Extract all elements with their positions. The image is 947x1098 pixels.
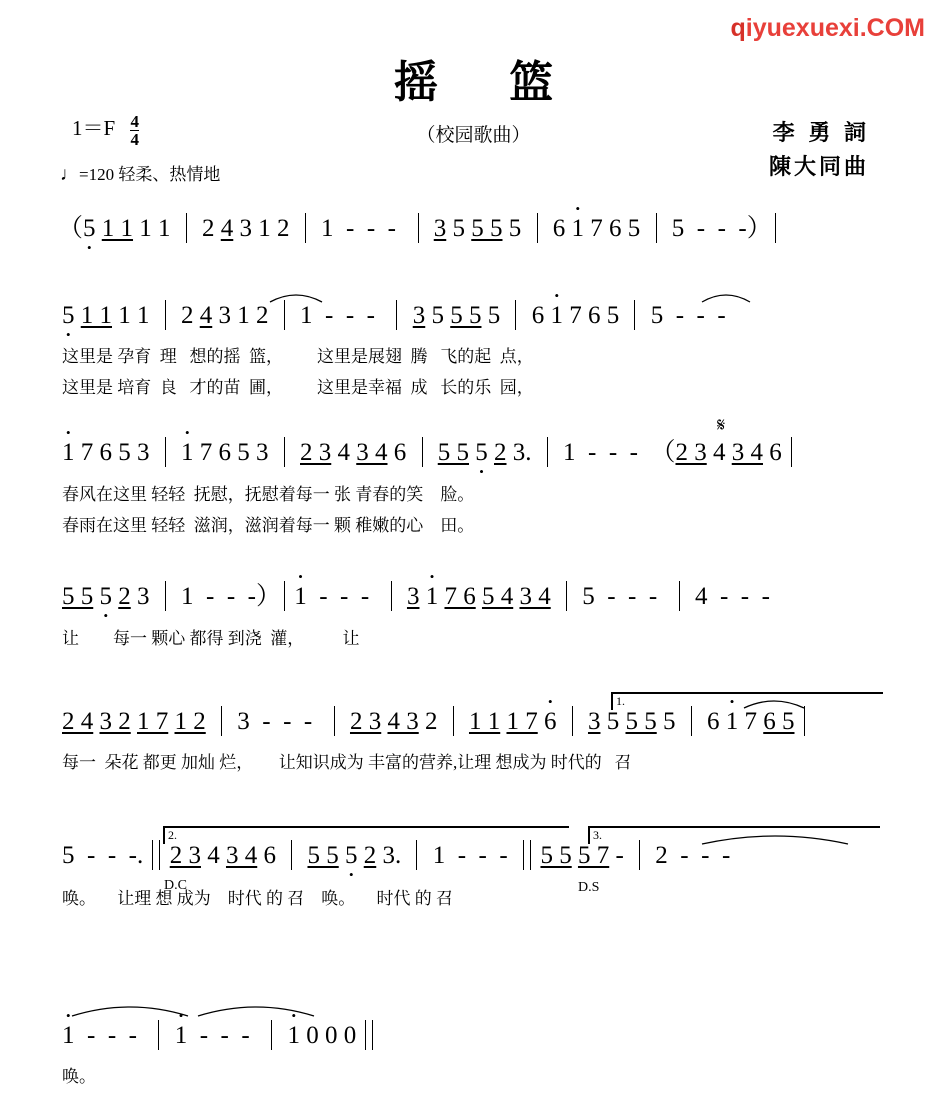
system-4-lyrics: 让 每一 颗心 都得 到浇 灌， 让 [62,629,360,648]
system-5 [0,694,947,773]
segno-icon: 𝄋 [717,414,726,436]
system-7-notes: 1 • - - - 1 • - - - 1 • 0 0 0 [62,1020,947,1050]
volta-1-label: 1. [616,694,625,708]
key-label: 1＝F [72,116,116,140]
watermark-text: iyuexuexi.COM [745,14,925,42]
watermark [730,14,925,43]
slur [742,694,806,710]
system-6-notes: 5 - - -. 2 3 4 3 4 6 5 5 5 • 2 3. 1 - - - 5 5 5 7 - 2 - - - [62,840,947,870]
key-signature [72,112,139,148]
system-2-lyrics-line2: 这里是 培育 良 才的苗 圃， 这里是幸福 成 长的乐 园， [62,378,534,397]
system-4 [0,576,947,649]
slur [700,288,752,304]
system-6 [0,828,947,909]
system-4-notes: 5 5 5 • 2 3 1 - - -） 1 • - - - 3 1 • 7 6 5 4 3 4 5 - - - 4 - - - [62,576,947,612]
system-2 [0,300,947,398]
system-1-notes: （5 • 1 1 1 1 2 4 3 1 2 1 - - - 3 5 5 5 5 6 1 • 7 6 5 5 - - -） [58,208,947,244]
system-5-notes: 2 4 3 2 1 7 1 2 3 - - - 2 3 4 3 2 1 1 1 7 6 • 3 5 5 5 5 6 1 • 7 6 5 [62,706,947,736]
meter-numerator: 4 [130,111,139,131]
system-2-notes: 5 • 1 1 1 1 2 4 3 1 2 1 - - - 3 5 5 5 5 6 1 • 7 6 5 5 - - - [62,300,947,330]
quarter-note-icon: ♩ [60,164,79,185]
dc-marking: D.C [164,878,187,893]
system-3-notes: 1 • 7 6 5 3 1 • 7 6 5 3 2 3 4 3 4 6 5 5 5 • 2 3. 1 - - - （2 3 4 3 4 6 [62,432,947,468]
tempo-text: =120 轻柔、热情地 [79,165,221,184]
system-3-lyrics-line1: 春风在这里 轻轻 抚慰，抚慰着每一 张 青春的笑 脸。 [62,485,475,504]
slur [700,830,850,846]
subtitle: （校园歌曲） [416,125,531,146]
slur [268,288,324,304]
lyricist: 李 勇 詞 [772,120,869,146]
meter-denominator: 4 [130,129,139,149]
volta-3-label: 3. [593,828,602,842]
system-7 [0,1020,947,1087]
watermark-q: q [730,14,746,42]
page-title: 摇 篮 [393,57,582,108]
system-5-lyrics: 每一 朵花 都更 加灿 烂， 让知识成为 丰富的营养,让理 想成为 时代的 召 [62,753,632,772]
slur [196,998,316,1018]
time-signature [130,113,139,148]
composer: 陳大同曲 [768,154,869,180]
system-3 [0,414,947,536]
system-6-lyrics: 唤。 让理 想 成为 时代 的 召 唤。 时代 的 召 [62,889,453,908]
slur [70,998,190,1018]
system-3-lyrics-line2: 春雨在这里 轻轻 滋润，滋润着每一 颗 稚嫩的心 田。 [62,516,475,535]
tempo-marking [60,160,220,186]
system-7-lyrics: 唤。 [62,1067,96,1086]
system-1 [0,208,947,244]
system-2-lyrics-line1: 这里是 孕育 理 想的摇 篮， 这里是展翅 腾 飞的起 点， [62,347,534,366]
volta-2-label: 2. [168,828,177,842]
volta-bracket-2 [163,826,569,844]
ds-marking: D.S [578,880,600,895]
